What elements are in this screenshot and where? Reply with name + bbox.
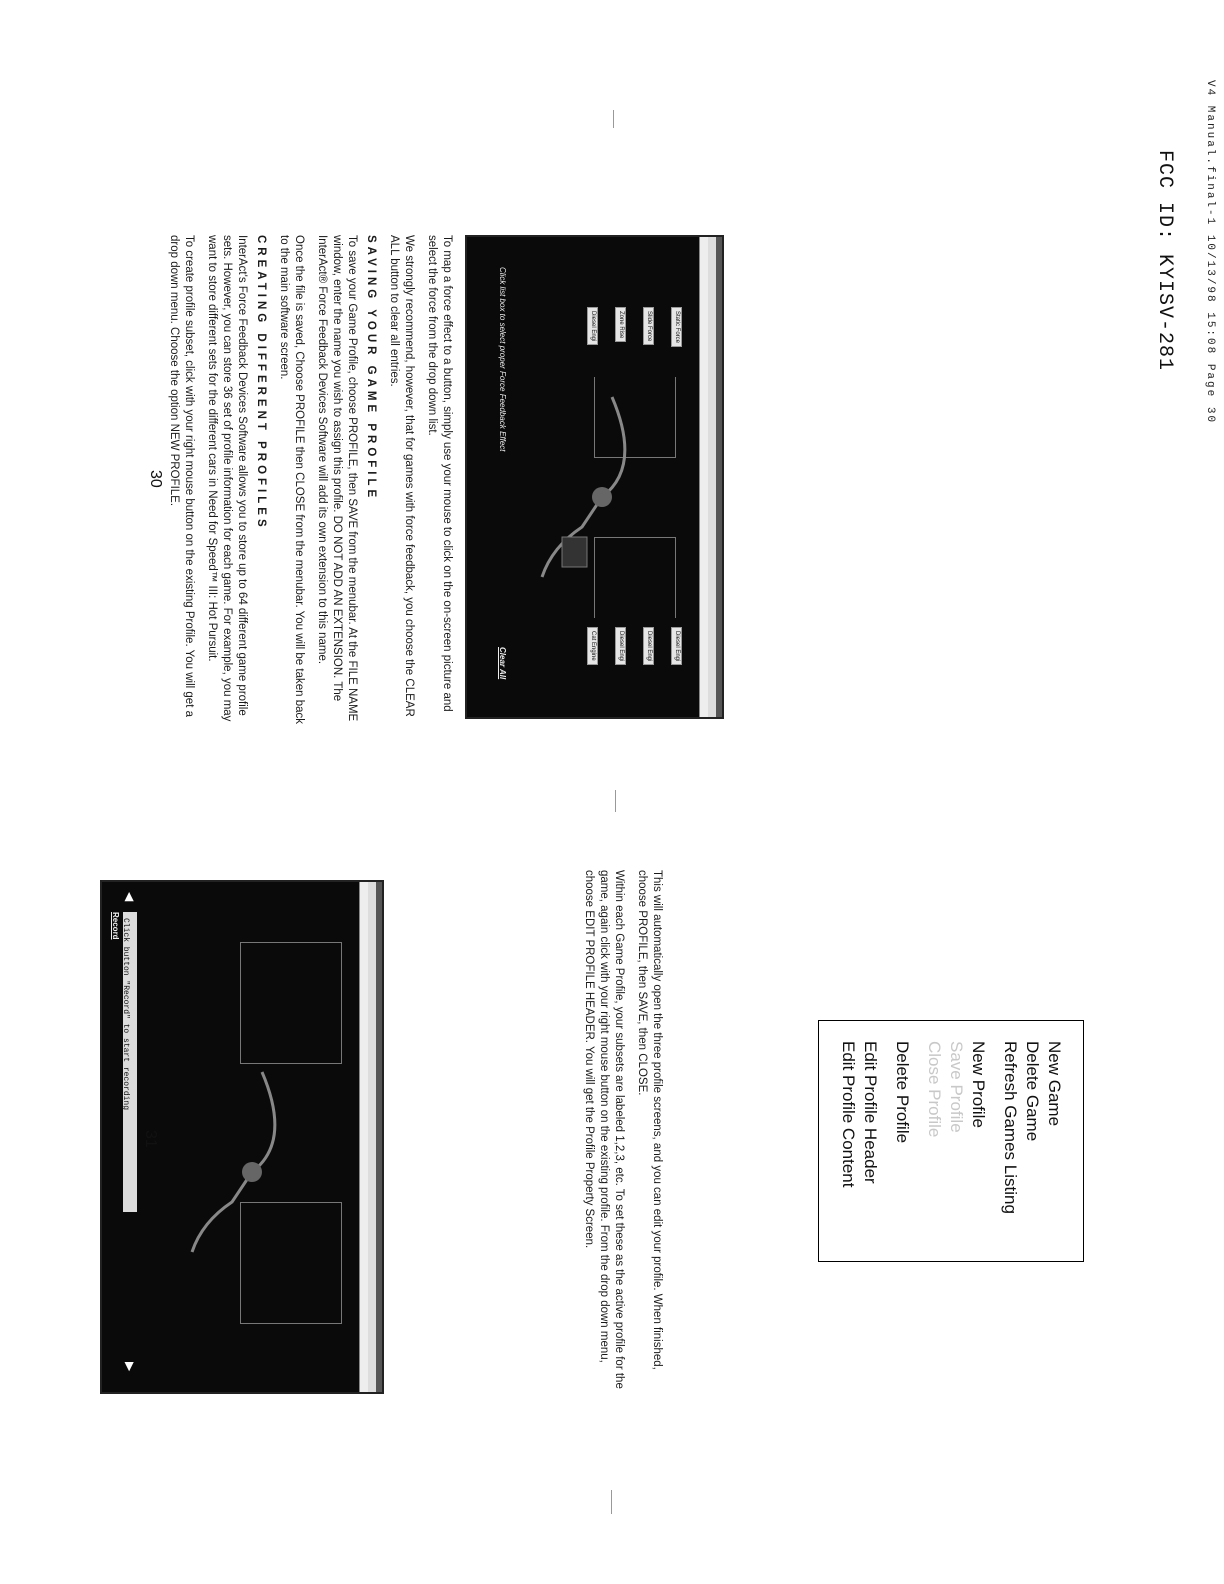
connector-line <box>240 942 342 1064</box>
steering-wheel-image[interactable] <box>172 1062 292 1262</box>
effect-field[interactable]: Diesel Engi <box>643 627 654 665</box>
menu-separator <box>881 1041 891 1241</box>
menu-item-close-profile: Close Profile <box>925 1041 944 1138</box>
scan-mark <box>611 1490 612 1514</box>
paragraph: Once the file is saved, Choose PROFILE then CLOSE from the menubar. You will be taken back to the main software screen. <box>278 235 305 725</box>
fcc-id: FCC ID: KYISV-281 <box>1153 150 1176 372</box>
menu-separator <box>913 1041 923 1241</box>
window-menubar <box>708 237 716 717</box>
window-titlebar <box>716 237 722 717</box>
page-number: 31 <box>142 1130 159 1148</box>
steering-wheel-image[interactable] <box>522 387 642 587</box>
effect-field[interactable]: Diesel Engi <box>671 627 682 665</box>
left-page-text <box>158 235 454 735</box>
scan-mark <box>615 790 616 812</box>
menu-item-refresh-games[interactable]: Refresh Games Listing <box>1001 1041 1020 1214</box>
scan-mark <box>613 110 614 128</box>
menu-item-save-profile: Save Profile <box>947 1041 966 1133</box>
window-titlebar <box>376 882 382 1392</box>
effect-field[interactable]: Static Force <box>671 307 682 347</box>
page-number: 30 <box>147 470 164 488</box>
paragraph: To save your Game Profile, choose PROFILE, then SAVE from the menubar. At the FILE NAME window, enter the name you wish to assign this profile. DO NOT ADD AN EXTENSION. The InterAct® Force Feedback Devices Software will add its own extension to this name. <box>316 235 358 722</box>
window-tabs <box>359 882 368 1392</box>
paragraph: InterAct's Force Feedback Devices Software allows you to store up to 64 different game profile sets. However, you can store 36 set of profile information for each game. For example, you may want to store different sets for the different cars in Need for Speed™ III: Hot Pursuit. <box>206 235 248 722</box>
menu-item-edit-profile-content[interactable]: Edit Profile Content <box>839 1041 858 1188</box>
paragraph: To map a force effect to a button, simply use your mouse to click on the on-screen picture and select the force from the drop down list. <box>426 235 453 712</box>
context-menu <box>818 1020 1084 1262</box>
clear-all-button[interactable]: Clear All <box>498 647 507 680</box>
record-button[interactable]: Record <box>111 912 120 940</box>
menu-item-edit-profile-header[interactable]: Edit Profile Header <box>861 1041 880 1184</box>
section-heading: CREATING DIFFERENT PROFILES <box>255 235 267 531</box>
menu-item-new-profile[interactable]: New Profile <box>969 1041 988 1128</box>
effect-field[interactable]: Cat Engine <box>587 627 598 665</box>
menu-item-delete-profile[interactable]: Delete Profile <box>893 1041 912 1144</box>
window-menubar <box>368 882 376 1392</box>
fax-header: V4 Manual.final-1 10/13/98 15:08 Page 30 <box>1204 80 1216 425</box>
arrow-right-icon[interactable]: ▶ <box>123 1362 137 1372</box>
effect-field[interactable]: Diesel Engi <box>615 627 626 665</box>
effect-field[interactable]: Zone Rise <box>615 307 626 342</box>
menu-item-delete-game[interactable]: Delete Game <box>1023 1041 1042 1142</box>
effect-field[interactable]: Diesel Engi <box>587 307 598 345</box>
paragraph: To create profile subset, click with your right mouse button on the existing Profile. You will get a drop down menu. Choose the option NEW PROFILE. <box>168 235 195 717</box>
screenshot-caption: Click button "Record" to start recording <box>121 918 130 1111</box>
menu-separator <box>989 1041 999 1241</box>
menu-item-new-game[interactable]: New Game <box>1045 1041 1064 1127</box>
right-page-text <box>573 870 664 1390</box>
effect-field[interactable]: Slide Force <box>643 307 654 345</box>
force-map-screenshot <box>465 235 724 719</box>
window-tabs <box>699 237 708 717</box>
section-heading: SAVING YOUR GAME PROFILE <box>365 235 377 502</box>
paragraph: Within each Game Profile, your subsets are labeled 1,2,3, etc. To set these as the active profile for the game, again click with your right mouse button on the existing profile. From the drop down menu, choose EDIT PROFILE HEADER. You will get the Profile Property Screen. <box>583 870 625 1389</box>
screenshot-caption: Click list box to select proper Force Feedback Effect <box>498 267 507 452</box>
caption-bar <box>123 912 137 1212</box>
paragraph: We strongly recommend, however, that for games with force feedback, you choose the CLEAR ALL button to clear all entries. <box>388 235 415 717</box>
arrow-left-icon[interactable]: ◀ <box>123 892 137 902</box>
paragraph: This will automatically open the three profile screens, and you can edit your profile. When finished, choose PROFILE, then SAVE, then CLOSE. <box>636 870 663 1370</box>
